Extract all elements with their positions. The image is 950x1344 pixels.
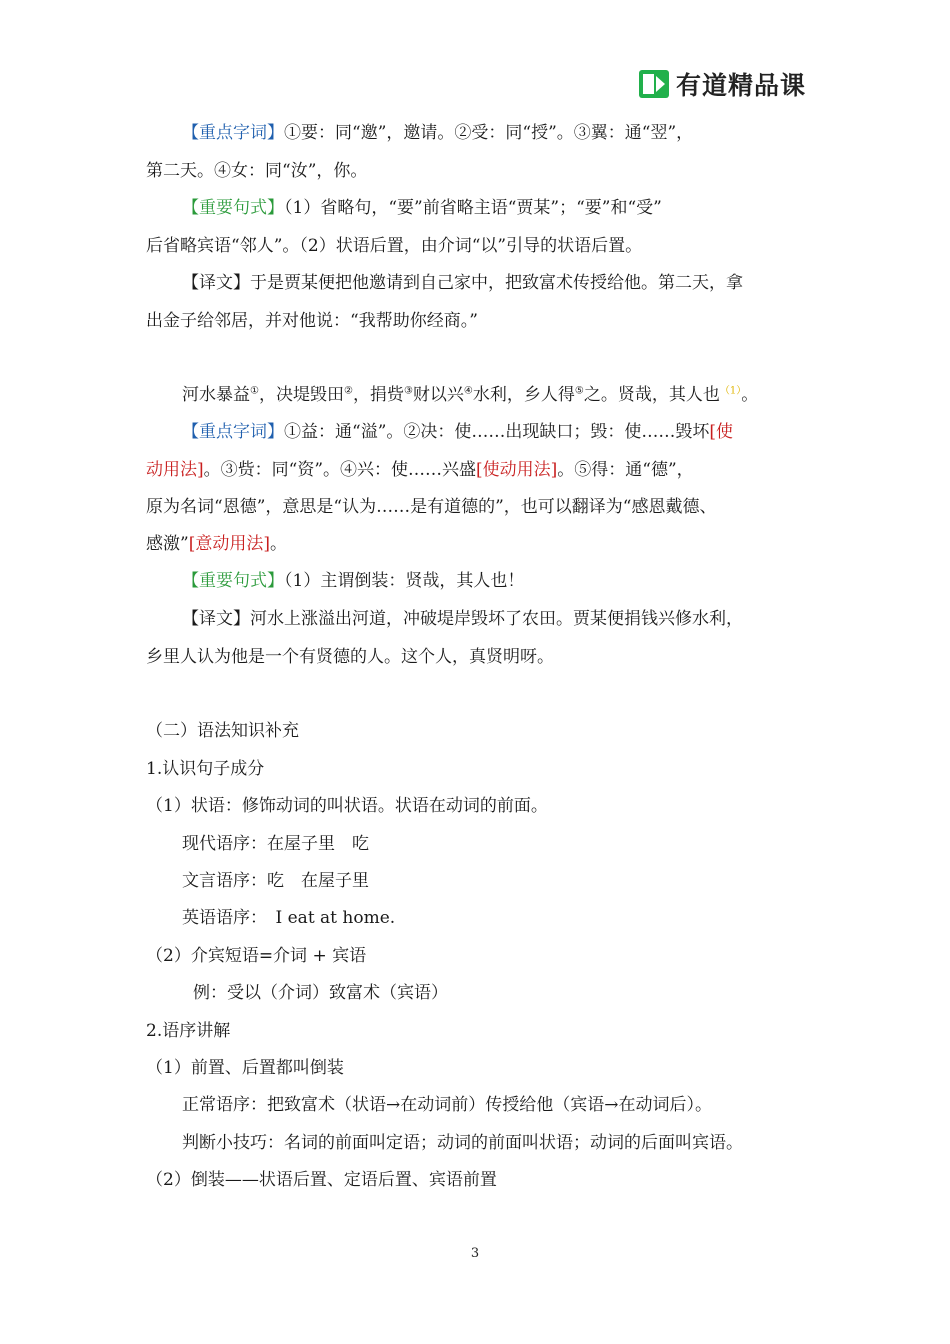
sentence-mark: （1） [719, 385, 742, 397]
modern-order: 现代语序：在屋子里 吃 [182, 834, 369, 854]
brand-logo [638, 66, 806, 102]
p2-line2: 后省略宾语“邻人”。（2）状语后置，由介词“以”引导的状语后置。 [146, 236, 643, 256]
subheading-1: 1.认识句子成分 [146, 759, 265, 779]
tag-key-words: 【重点字词】 [182, 422, 284, 442]
subheading-2: 2.语序讲解 [146, 1021, 231, 1041]
footnote-mark: ③ [403, 385, 413, 397]
tag-translation: 【译文】 [182, 273, 250, 293]
footnote-mark: ⑤ [574, 385, 584, 397]
tag-translation: 【译文】 [182, 609, 250, 629]
item-2-2: （2）倒装——状语后置、定语后置、宾语前置 [146, 1170, 497, 1190]
normal-order: 正常语序：把致富术（状语→在动词前）传授给他（宾语→在动词后）。 [182, 1095, 712, 1115]
footnote-mark: ④ [463, 385, 473, 397]
brand-name: 有道精品课 [676, 71, 807, 100]
p5-line1: 【重点字词】①益：通“溢”。②决：使……出现缺口；毁：使……毁坏[使 [182, 422, 734, 442]
footnote-mark: ② [343, 385, 353, 397]
p7-line2: 乡里人认为他是一个有贤德的人。这个人，真贤明呀。 [146, 647, 554, 667]
tag-key-sentence: 【重要句式】 [182, 198, 284, 218]
english-order: 英语语序： I eat at home. [182, 908, 396, 928]
classical-order: 文言语序：吃 在屋子里 [182, 871, 369, 891]
tag-key-sentence: 【重要句式】 [182, 571, 284, 591]
page-number: 3 [470, 1246, 480, 1261]
p6-line: 【重要句式】（1）主谓倒装：贤哉，其人也！ [182, 571, 525, 591]
tip-line: 判断小技巧：名词的前面叫定语；动词的前面叫状语；动词的后面叫宾语。 [182, 1133, 743, 1153]
classical-text-line: 河水暴益①，决堤毁田②，捐赀③财以兴④水利，乡人得⑤之。贤哉，其人也$^{(1)}$。 [182, 385, 759, 405]
tag-key-words: 【重点字词】 [182, 123, 284, 143]
p1-line2: 第二天。④女：同“汝”，你。 [146, 161, 368, 181]
p1-line1: 【重点字词】①要：同“邀”，邀请。②受：同“授”。③翼：通“翌”， [182, 123, 694, 143]
p5-line4: 感激”[意动用法]。 [146, 534, 287, 554]
section-heading: （二）语法知识补充 [146, 721, 299, 741]
p3-line2: 出金子给邻居，并对他说：“我帮助你经商。” [146, 311, 478, 331]
example-line: 例：受以（介词）致富术（宾语） [193, 983, 448, 1003]
item-2-1: （1）前置、后置都叫倒装 [146, 1058, 344, 1078]
play-book-icon [638, 68, 670, 100]
p7-line1: 【译文】河水上涨溢出河道，冲破堤岸毁坏了农田。贾某便捐钱兴修水利， [182, 609, 743, 629]
p3-line1: 【译文】于是贾某便把他邀请到自己家中，把致富术传授给他。第二天，拿 [182, 273, 743, 293]
p5-line3: 原为名词“恩德”，意思是“认为……是有道德的”，也可以翻译为“感恩戴德、 [146, 497, 717, 517]
p2-line1: 【重要句式】（1）省略句，“要”前省略主语“贾某”；“要”和“受” [182, 198, 662, 218]
item-1-1: （1）状语：修饰动词的叫状语。状语在动词的前面。 [146, 796, 548, 816]
item-1-2: （2）介宾短语=介词 + 宾语 [146, 946, 367, 966]
footnote-mark: ① [250, 385, 259, 397]
p5-line2: 动用法]。③赀：同“资”。④兴：使……兴盛[使动用法]。⑤得：通“德”， [146, 460, 694, 480]
